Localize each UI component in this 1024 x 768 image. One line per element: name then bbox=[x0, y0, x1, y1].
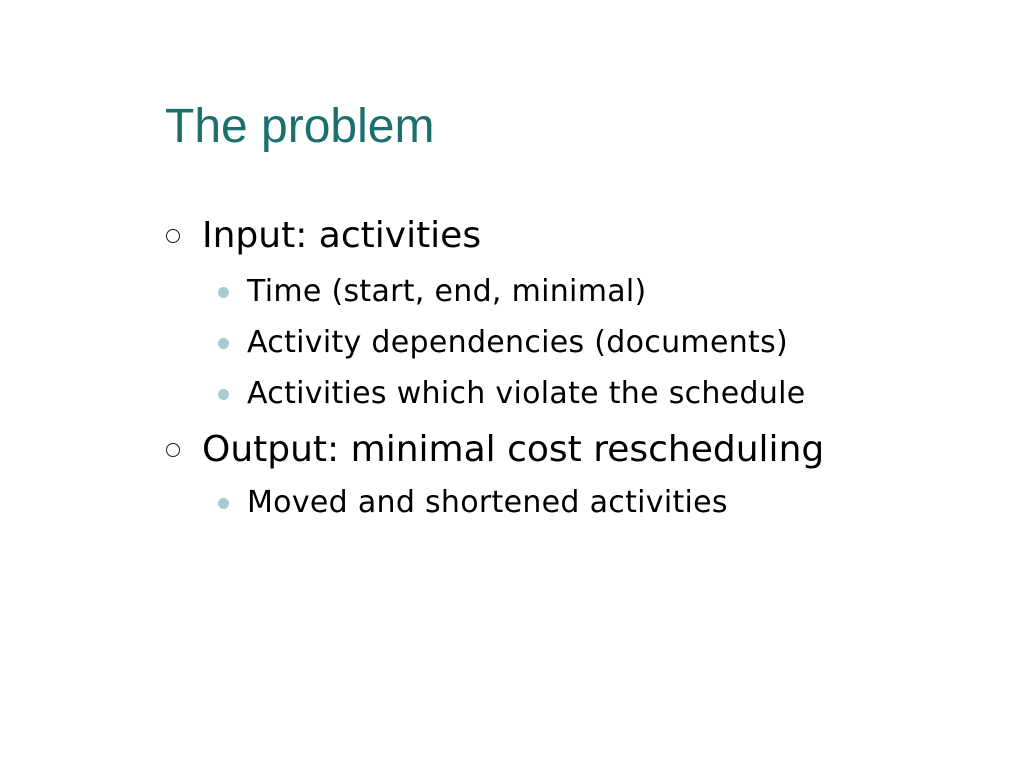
bullet-item-output bbox=[166, 426, 824, 474]
sub-bullet-text: Activities which violate the schedule bbox=[247, 376, 806, 411]
sub-bullet-text: Time (start, end, minimal) bbox=[247, 274, 647, 309]
slide-title: The problem bbox=[165, 100, 435, 153]
sub-bullet-text: Activity dependencies (documents) bbox=[247, 325, 789, 360]
bullet-item-input bbox=[166, 212, 481, 260]
sub-bullet-item bbox=[218, 324, 788, 362]
hollow-circle-bullet-icon bbox=[166, 229, 180, 243]
sub-bullet-item bbox=[218, 375, 806, 413]
bullet-text: Output: minimal cost rescheduling bbox=[202, 429, 825, 470]
sub-bullet-item bbox=[218, 484, 728, 522]
sub-bullet-item bbox=[218, 273, 647, 311]
filled-dot-bullet-icon bbox=[218, 338, 229, 349]
filled-dot-bullet-icon bbox=[218, 287, 229, 298]
sub-bullet-text: Moved and shortened activities bbox=[247, 485, 728, 520]
filled-dot-bullet-icon bbox=[218, 389, 229, 400]
hollow-circle-bullet-icon bbox=[166, 443, 180, 457]
filled-dot-bullet-icon bbox=[218, 498, 229, 509]
bullet-text: Input: activities bbox=[202, 215, 482, 256]
